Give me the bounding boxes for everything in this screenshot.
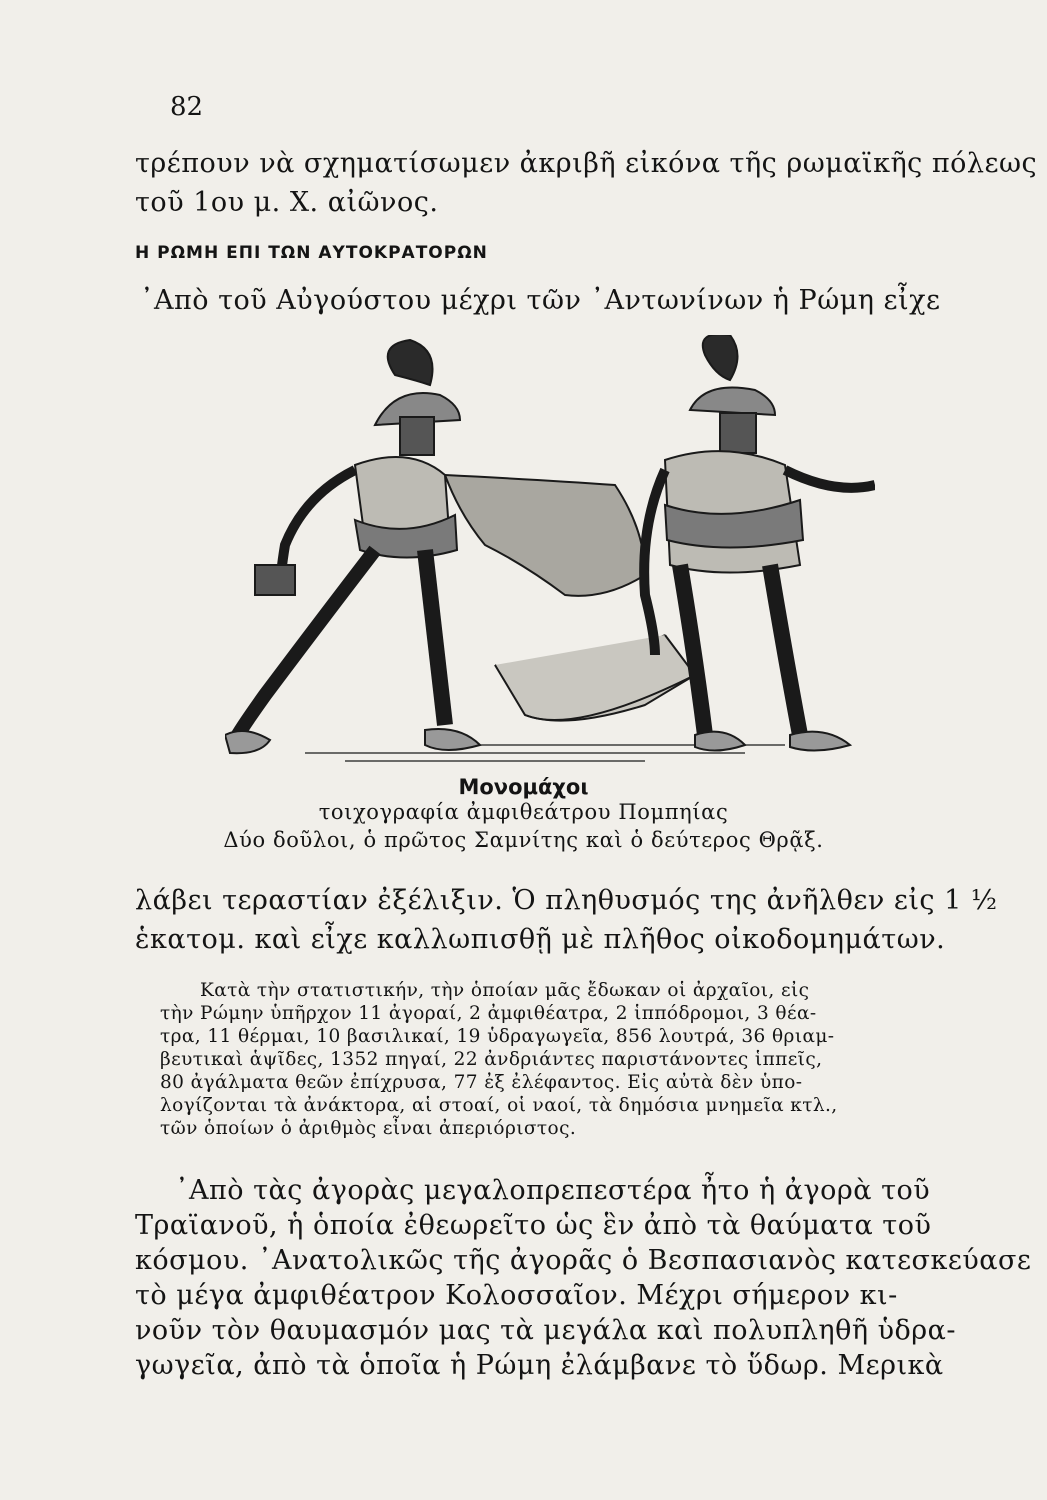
statistics-line-6: λογίζονται τὰ ἀνάκτορα, αἱ στοαί, οἱ ναοί, τὰ δημόσια μνημεῖα κτλ., (160, 1095, 838, 1116)
final-line-2: Τραϊανοῦ, ἡ ὁποία ἐθεωρεῖτο ὡς ἓν ἀπὸ τὰ θαύματα τοῦ (135, 1210, 932, 1241)
statistics-line-2: τὴν Ρώμην ὑπῆρχον 11 ἀγοραί, 2 ἀμφιθέατρα, 2 ἱππόδρομοι, 3 θέα- (160, 1003, 817, 1024)
gladiator-right (644, 335, 875, 751)
final-line-5: νοῦν τὸν θαυμασμόν μας τὰ μεγάλα καὶ πολυπληθῆ ὑδρα- (135, 1315, 956, 1346)
statistics-line-7: τῶν ὁποίων ὁ ἀριθμὸς εἶναι ἀπεριόριστος. (160, 1118, 577, 1139)
final-line-4: τὸ μέγα ἀμφιθέατρον Κολοσσαῖον. Μέχρι σήμερον κι- (135, 1280, 898, 1311)
page-number: 82 (170, 92, 204, 122)
final-line-1: ᾿Απὸ τὰς ἀγορὰς μεγαλοπρεπεστέρα ἦτο ἡ ἀγορὰ τοῦ (175, 1175, 931, 1206)
final-line-3: κόσμου. ᾿Ανατολικῶς τῆς ἀγορᾶς ὁ Βεσπασιανὸς κατεσκεύασε (135, 1245, 1032, 1276)
section-heading: Η ΡΩΜΗ ΕΠΙ ΤΩΝ ΑΥΤΟΚΡΑΤΟΡΩΝ (135, 243, 488, 263)
continuation-line-2: ἑκατομ. καὶ εἶχε καλλωπισθῇ μὲ πλῆθος οἰκοδομημάτων. (135, 924, 946, 955)
statistics-line-1: Κατὰ τὴν στατιστικήν, τὴν ὁποίαν μᾶς ἔδωκαν οἱ ἀρχαῖοι, εἰς (200, 980, 810, 1001)
intro-line-2: τοῦ 1ου μ. Χ. αἰῶνος. (135, 187, 439, 218)
final-line-6: γωγεῖα, ἀπὸ τὰ ὁποῖα ἡ Ρώμη ἐλάμβανε τὸ ὕδωρ. Μερικὰ (135, 1350, 944, 1381)
intro-line-1: τρέπουν νὰ σχηματίσωμεν ἀκριβῆ εἰκόνα τῆς ρωμαϊκῆς πόλεως (135, 148, 1038, 179)
statistics-line-5: 80 ἀγάλματα θεῶν ἐπίχρυσα, 77 ἐξ ἐλέφαντος. Εἰς αὐτὰ δὲν ὑπο- (160, 1072, 803, 1093)
gladiators-illustration (225, 335, 875, 775)
figure-description: Δύο δοῦλοι, ὁ πρῶτος Σαμνίτης καὶ ὁ δεύτερος Θρᾷξ. (223, 828, 824, 852)
first-line: ᾿Απὸ τοῦ Αὐγούστου μέχρι τῶν ᾿Αντωνίνων ἡ Ρώμη εἶχε (140, 285, 941, 316)
figure-subtitle: τοιχογραφία ἀμφιθεάτρου Πομπηίας (318, 800, 729, 824)
figure-title: Μονομάχοι (458, 775, 589, 799)
statistics-line-3: τρα, 11 θέρμαι, 10 βασιλικαί, 19 ὑδραγωγεῖα, 856 λουτρά, 36 θριαμ- (160, 1026, 835, 1047)
statistics-line-4: βευτικαὶ ἁψῖδες, 1352 πηγαί, 22 ἀνδριάντες παριστάνοντες ἱππεῖς, (160, 1049, 823, 1070)
continuation-line-1: λάβει τεραστίαν ἐξέλιξιν. Ὁ πληθυσμός της ἀνῆλθεν εἰς 1 ½ (135, 885, 998, 916)
